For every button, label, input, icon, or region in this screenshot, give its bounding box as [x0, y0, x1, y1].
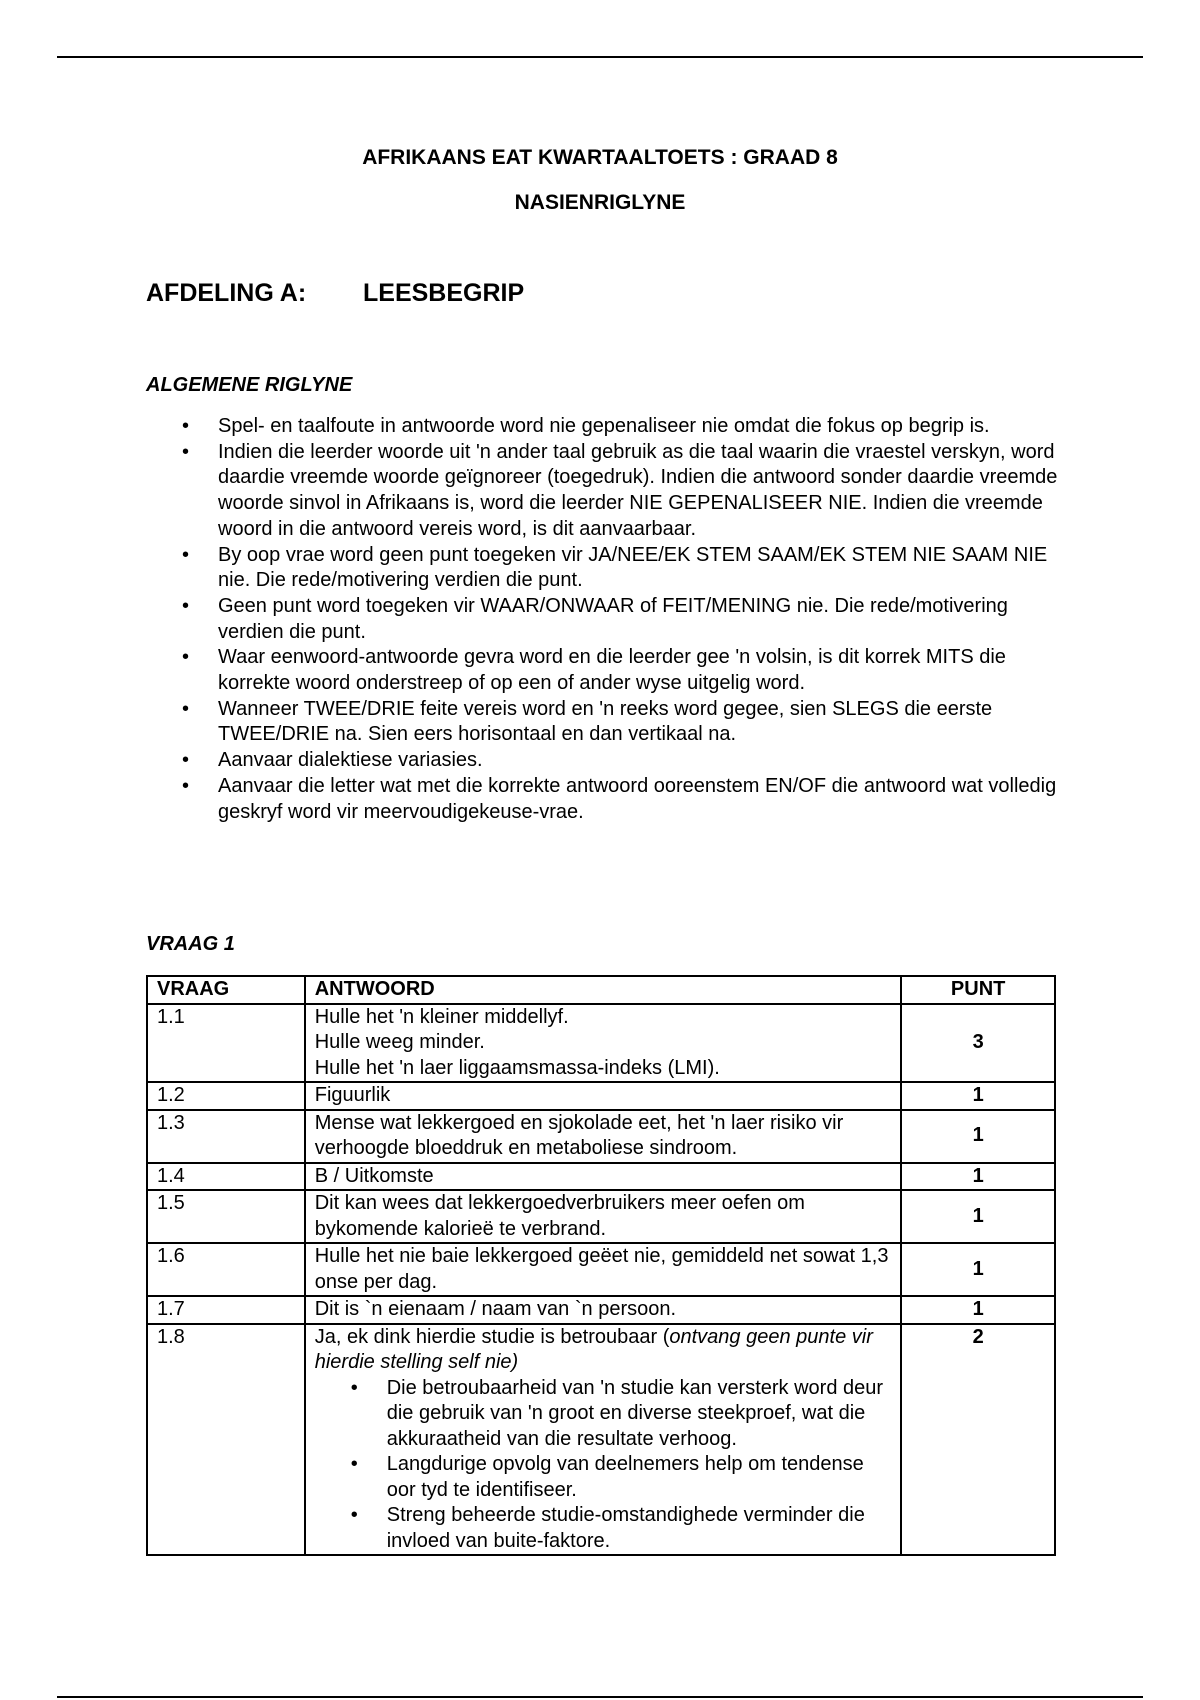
answer-bullet-list: [315, 1376, 892, 1555]
answer-intro: Ja, ek dink hierdie studie is betroubaar (: [314, 1325, 670, 1348]
answer-cell: Hulle het nie baie lekkergoed geëet nie, gemiddeld net sowat 1,3 onse per dag.: [305, 1243, 902, 1296]
question-number: 1.5: [147, 1190, 305, 1243]
question-number: 1.7: [147, 1296, 305, 1324]
guideline-text: Spel- en taalfoute in antwoorde word nie gepenaliseer nie omdat die fokus op begrip is.: [218, 415, 990, 437]
question-number: 1.4: [147, 1163, 305, 1191]
mark-cell: 1: [901, 1296, 1055, 1324]
answer-cell: Figuurlik: [305, 1082, 902, 1110]
section-heading: [146, 279, 525, 308]
guideline-item: [146, 440, 1061, 543]
answer-bullet-item: [315, 1452, 892, 1503]
answer-cell: B / Uitkomste: [305, 1163, 902, 1191]
bullet-icon: •: [350, 1453, 358, 1475]
answer-line: Hulle het 'n kleiner middellyf.: [314, 1005, 569, 1028]
answer-cell: Dit is `n eienaam / naam van `n persoon.: [305, 1296, 902, 1324]
guideline-text: By oop vrae word geen punt toegeken vir JA/NEE/EK STEM SAAM/EK STEM NIE SAAM NIE nie. Die rede/motivering verdien die punt.: [218, 543, 1048, 592]
answer-line: Hulle het 'n laer liggaamsmassa-indeks (LMI).: [314, 1056, 720, 1079]
mark-cell: 1: [901, 1082, 1055, 1110]
bullet-icon: •: [350, 1504, 358, 1526]
bottom-rule: [57, 1696, 1143, 1698]
question-1-heading: VRAAG 1: [146, 933, 235, 955]
table-row: [147, 1296, 1055, 1324]
answers-table: [146, 975, 1056, 1556]
section-label: AFDELING A:: [146, 279, 307, 307]
guidelines-list: [146, 414, 1061, 825]
guideline-text: Aanvaar die letter wat met die korrekte antwoord ooreenstem EN/OF die antwoord wat volledig geskryf word vir meervoudigekeuse-vrae.: [218, 774, 1057, 823]
column-header-antwoord: ANTWOORD: [305, 976, 902, 1004]
bullet-icon: •: [182, 415, 190, 437]
guideline-item: [146, 645, 1061, 696]
answer-cell: [305, 1004, 902, 1083]
question-number: 1.8: [147, 1324, 305, 1556]
guideline-text: Geen punt word toegeken vir WAAR/ONWAAR of FEIT/MENING nie. Die rede/motivering verdien die punt.: [218, 594, 1008, 643]
guideline-text: Waar eenwoord-antwoorde gevra word en die leerder gee 'n volsin, is dit korrek MITS die korrekte woord onderstreep of op een of ander wyse uitgelig word.: [218, 646, 1006, 695]
table-row: [147, 1163, 1055, 1191]
mark-cell: 1: [901, 1163, 1055, 1191]
bullet-icon: •: [182, 543, 190, 566]
guideline-text: Aanvaar dialektiese variasies.: [218, 749, 483, 772]
answer-line: Hulle weeg minder.: [314, 1031, 485, 1053]
guidelines-heading: ALGEMENE RIGLYNE: [146, 374, 353, 396]
guideline-item: [146, 594, 1061, 645]
question-number: 1.2: [147, 1082, 305, 1110]
table-row: [147, 1110, 1055, 1163]
guideline-item: [146, 774, 1061, 825]
guideline-item: [146, 748, 1061, 774]
question-number: 1.3: [147, 1110, 305, 1163]
answer-bullet-item: [315, 1376, 892, 1453]
mark-cell: 1: [901, 1190, 1055, 1243]
answer-bullet-text: Langdurige opvolg van deelnemers help om tendense oor tyd te identifiseer.: [386, 1453, 864, 1501]
guideline-text: Indien die leerder woorde uit 'n ander taal gebruik as die taal waarin die vraestel verskyn, word daardie vreemde woorde geïgnoreer (toegedruk). Indien die antwoord sonder daardie vreemde woorde sinvol in Afrikaans is, word die leerder NIE GEPENALISEER NIE. Indien die vreemde woord in die antwoord vereis word, is dit aanvaarbaar.: [218, 440, 1058, 540]
question-number: 1.1: [147, 1004, 305, 1083]
answer-cell: Dit kan wees dat lekkergoedverbruikers meer oefen om bykomende kalorieë te verbrand.: [305, 1190, 902, 1243]
bullet-icon: •: [182, 697, 190, 720]
mark-cell: 1: [901, 1110, 1055, 1163]
guideline-item: [146, 697, 1061, 748]
document-title: AFRIKAANS EAT KWARTAALTOETS : GRAAD 8: [362, 146, 838, 169]
column-header-punt: PUNT: [901, 976, 1055, 1004]
guideline-item: [146, 543, 1061, 594]
answer-note: ontvang geen punte vir hierdie stelling self nie): [314, 1325, 873, 1373]
bullet-icon: •: [182, 440, 190, 463]
table-row: [147, 1190, 1055, 1243]
mark-cell: 3: [901, 1004, 1055, 1083]
table-row: [147, 1004, 1055, 1083]
section-title: LEESBEGRIP: [363, 279, 525, 307]
bullet-icon: •: [182, 594, 190, 617]
answer-bullet-item: [315, 1503, 892, 1554]
question-number: 1.6: [147, 1243, 305, 1296]
answer-bullet-text: Streng beheerde studie-omstandighede verminder die invloed van buite-faktore.: [386, 1504, 865, 1552]
bullet-icon: •: [182, 774, 190, 797]
table-row: [147, 1082, 1055, 1110]
document-subtitle: NASIENRIGLYNE: [514, 191, 686, 214]
bullet-icon: •: [350, 1376, 358, 1399]
column-header-vraag: VRAAG: [147, 976, 305, 1004]
guideline-text: Wanneer TWEE/DRIE feite vereis word en 'n reeks word gegee, sien SLEGS die eerste TWEE/DRIE na. Sien eers horisontaal en dan vertikaal na.: [218, 697, 993, 746]
bullet-icon: •: [182, 646, 190, 669]
table-row: [147, 1324, 1055, 1556]
answer-cell: Mense wat lekkergoed en sjokolade eet, het 'n laer risiko vir verhoogde bloeddruk en metaboliese sindroom.: [305, 1110, 902, 1163]
answer-cell: [305, 1324, 902, 1556]
table-row: [147, 1243, 1055, 1296]
guideline-item: [146, 414, 1061, 440]
bullet-icon: •: [182, 749, 190, 772]
answer-bullet-text: Die betroubaarheid van 'n studie kan versterk word deur die gebruik van 'n groot en diverse steekproef, wat die akkuraatheid van die resultate verhoog.: [386, 1376, 884, 1450]
top-rule: [57, 56, 1143, 58]
mark-cell: 1: [901, 1243, 1055, 1296]
table-header-row: [147, 976, 1055, 1004]
mark-cell: 2: [901, 1324, 1055, 1556]
